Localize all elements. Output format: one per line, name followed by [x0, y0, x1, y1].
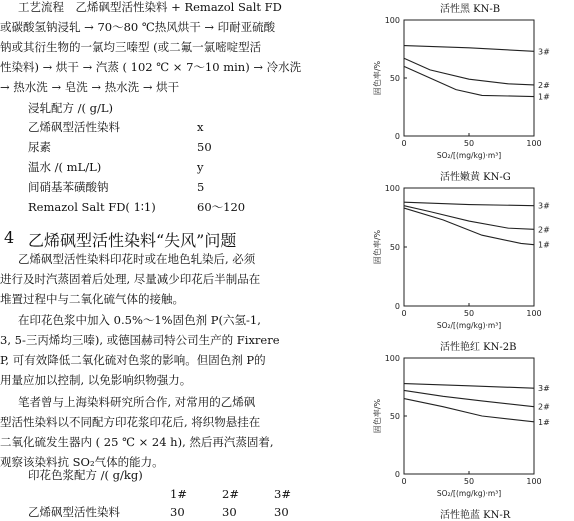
para2-line: P, 可有效降低二氧化硫对色浆的影响。但固色剂 P的 — [0, 353, 266, 367]
dip-row-name: 尿素 — [28, 140, 51, 154]
x-tick-label: 0 — [401, 477, 407, 486]
process-line-3: 钠或其衍生物的一氯均三嗪型 (或二氟一氯嘧啶型活 — [0, 40, 262, 54]
chart-title: 活性嫩黄 KN-G — [440, 172, 511, 183]
section-number: 4 — [4, 228, 15, 247]
series-line — [404, 390, 534, 406]
dip-row-name: 间硝基苯磺酸钠 — [28, 180, 109, 194]
series-label: 3# — [538, 384, 550, 394]
series-label: 1# — [538, 240, 550, 250]
series-line — [404, 58, 534, 85]
series-line — [404, 208, 534, 245]
para3-line: 型活性染料以不同配方印花浆印花后, 将织物悬挂在 — [0, 415, 261, 429]
series-label: 2# — [538, 80, 550, 90]
paste-row-value: 30 — [170, 505, 185, 519]
y-axis-label: 固色率/% — [373, 398, 382, 434]
para1-line: 乙烯砜型活性染料印花时或在地色轧染后, 必须 — [18, 252, 256, 266]
series-line — [404, 384, 534, 389]
y-tick-label: 100 — [384, 16, 400, 25]
chart-title: 活性艳蓝 KN-R — [440, 510, 511, 521]
series-label: 3# — [538, 201, 550, 211]
para3-line: 观察该染料抗 SO₂气体的能力。 — [0, 455, 164, 469]
paste-row-value: 30 — [222, 505, 237, 519]
chart-svg-kn-r — [368, 352, 574, 502]
dip-row-name: 乙烯砜型活性染料 — [28, 120, 120, 134]
process-line-5: → 热水洗 → 皂洗 → 热水洗 → 烘干 — [0, 80, 180, 94]
para1-line: 堆置过程中与二氧化硫气体的接触。 — [0, 292, 184, 306]
x-tick-label: 0 — [401, 309, 407, 318]
series-label: 3# — [538, 47, 550, 57]
section-title: 乙烯砜型活性染料“失风”问题 — [28, 231, 237, 250]
x-tick-label: 50 — [463, 477, 475, 486]
chart-kn-2b — [368, 182, 574, 352]
dip-row-value: x — [197, 120, 204, 134]
dip-row-value: y — [197, 160, 204, 174]
dip-row-name: 温水 /( mL/L) — [28, 160, 102, 174]
process-line-4: 性染料) → 烘干 → 汽蒸 ( 102 ℃ × 7～10 min) → 冷水洗 — [0, 60, 302, 74]
fourth-chart-title: 活性黑 KN-B — [440, 4, 501, 15]
y-tick-label: 50 — [389, 74, 400, 83]
paste-row-name: 乙烯砜型活性染料 — [28, 505, 120, 519]
para3-line: 二氧化硫发生器内 ( 25 ℃ × 24 h), 然后再汽蒸固着, — [0, 435, 274, 449]
plot-frame — [404, 20, 534, 136]
series-label: 1# — [538, 417, 550, 427]
series-line — [404, 46, 534, 52]
dip-row-value: 5 — [197, 180, 205, 194]
process-line-2: 或碳酸氢钠浸轧 → 70～80 ℃热风烘干 → 印耐亚硫酸 — [0, 20, 276, 34]
paste-col-header: 3# — [274, 487, 291, 501]
series-line — [404, 206, 534, 230]
y-tick-label: 100 — [384, 184, 400, 193]
series-label: 2# — [538, 402, 550, 412]
x-tick-label: 100 — [526, 477, 542, 486]
dip-row-value: 60～120 — [197, 200, 246, 214]
x-tick-label: 50 — [463, 139, 475, 148]
x-axis-label: SO₂/[(mg/kg)·m³] — [436, 489, 502, 498]
y-axis-label: 固色率/% — [373, 60, 382, 96]
x-axis-label: SO₂/[(mg/kg)·m³] — [436, 321, 502, 330]
chart-kn-r — [368, 352, 574, 521]
series-label: 1# — [538, 92, 550, 102]
y-axis-label: 固色率/% — [373, 229, 382, 265]
dip-row-value: 50 — [197, 140, 212, 154]
paste-formula-title: 印花色浆配方 /( g/kg) — [28, 468, 143, 482]
y-tick-label: 50 — [389, 412, 400, 421]
paste-col-header: 2# — [222, 487, 239, 501]
series-line — [404, 202, 534, 206]
x-tick-label: 100 — [526, 139, 542, 148]
series-line — [404, 399, 534, 422]
chart-svg-kn-2b — [368, 182, 574, 334]
chart-svg-kn-g — [368, 14, 574, 164]
dip-row-name: Remazol Salt FD( 1∶1) — [28, 200, 156, 214]
chart-kn-g — [368, 14, 574, 182]
y-tick-label: 0 — [394, 132, 400, 141]
para2-line: 3, 5-三丙烯均三嗪), 或德国赫司特公司生产的 Fixrere — [0, 333, 280, 347]
dip-formula-title: 浸轧配方 /( g/L) — [28, 101, 114, 115]
x-tick-label: 50 — [463, 309, 475, 318]
paste-col-header: 1# — [170, 487, 187, 501]
y-tick-label: 0 — [394, 302, 400, 311]
y-tick-label: 100 — [384, 354, 400, 363]
paste-row-value: 30 — [274, 505, 289, 519]
chart-title: 活性艳红 KN-2B — [440, 342, 517, 353]
para1-line: 进行及时汽蒸固着后处理, 尽量减少印花后半制品在 — [0, 272, 261, 286]
plot-frame — [404, 358, 534, 474]
para3-line: 笔者曾与上海染料研究所合作, 对常用的乙烯砜 — [18, 395, 256, 409]
y-tick-label: 50 — [389, 243, 400, 252]
process-line-1: 工艺流程 乙烯砜型活性染料 + Remazol Salt FD — [18, 0, 282, 14]
para2-line: 用量应加以控制, 以免影响织物强力。 — [0, 373, 192, 387]
x-tick-label: 100 — [526, 309, 542, 318]
series-line — [404, 66, 534, 96]
para2-line: 在印花色浆中加入 0.5%～1%固色剂 P(六氢-1, — [18, 313, 261, 327]
x-tick-label: 0 — [401, 139, 407, 148]
y-tick-label: 0 — [394, 470, 400, 479]
series-label: 2# — [538, 225, 550, 235]
x-axis-label: SO₂/[(mg/kg)·m³] — [436, 151, 502, 160]
